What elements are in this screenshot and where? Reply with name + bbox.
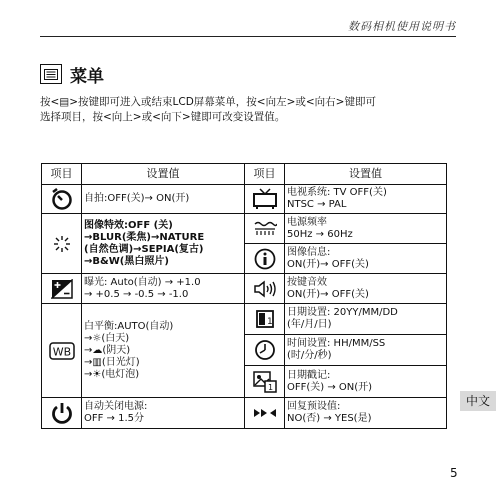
self-timer-icon <box>42 185 82 214</box>
menu-icon <box>40 64 62 84</box>
white-balance-icon <box>42 304 82 398</box>
white-balance-value: 白平衡:AUTO(自动) →☼(白天) →☁(阴天) →▥(日光灯) →☀(电灯泡) <box>82 304 245 398</box>
reset-default-value: 回复预设值: NO(否) → YES(是) <box>285 398 447 429</box>
table-row <box>42 304 447 335</box>
table-row <box>42 214 447 244</box>
beep-sound-value: 按键音效 ON(开)→ OFF(关) <box>285 274 447 304</box>
image-effect-value: 图像特效:OFF (关) →BLUR(柔焦)→NATURE (自然色调)→SEPIA(复古) →B&W(黑白照片) <box>82 214 245 274</box>
tv-system-icon <box>245 185 285 214</box>
page-header: 数码相机使用说明书 <box>348 20 456 33</box>
svg-text:WB: WB <box>52 345 71 358</box>
reset-icon <box>245 398 285 429</box>
table-row <box>42 274 447 304</box>
info-icon <box>245 244 285 274</box>
intro-line-2: 选择项目，按<向上>或<向下>键即可改变设置值。 <box>40 111 286 123</box>
svg-text:1: 1 <box>267 382 273 392</box>
table-row <box>42 185 447 214</box>
tv-system-value: 电视系统: TV OFF(关) NTSC → PAL <box>285 185 447 214</box>
settings-table <box>41 163 447 429</box>
svg-text:1: 1 <box>266 317 273 327</box>
self-timer-value: 自拍:OFF(关)→ ON(开) <box>82 185 245 214</box>
intro-line-1: 按<▤>按键即可进入或结束LCD屏幕菜单，按<向左>或<向右>键即可 <box>40 96 376 108</box>
exposure-value: 曝光: Auto(自动) → +1.0 → +0.5 → -0.5 → -1.0 <box>82 274 245 304</box>
intro-text <box>40 95 460 125</box>
power-off-icon <box>42 398 82 429</box>
header-divider <box>40 36 456 37</box>
time-setting-value: 时间设置: HH/MM/SS (时/分/秒) <box>285 335 447 366</box>
table-header-row <box>42 164 447 185</box>
language-tab: 中文 <box>460 391 496 411</box>
date-setting-icon <box>245 304 285 335</box>
beep-sound-icon <box>245 274 285 304</box>
section-title: 菜单 <box>70 67 104 87</box>
exposure-icon <box>42 274 82 304</box>
date-setting-value: 日期设置: 20YY/MM/DD (年/月/日) <box>285 304 447 335</box>
column-header-value: 设置值 <box>82 164 245 185</box>
power-frequency-icon <box>245 214 285 244</box>
page-number: 5 <box>450 466 458 480</box>
column-header-value: 设置值 <box>285 164 447 185</box>
power-frequency-value: 电源频率 50Hz → 60Hz <box>285 214 447 244</box>
column-header-item: 项目 <box>42 164 82 185</box>
table-row <box>42 398 447 429</box>
date-stamp-value: 日期戳记: OFF(关) → ON(开) <box>285 366 447 398</box>
column-header-item: 项目 <box>245 164 285 185</box>
date-stamp-icon <box>245 366 285 398</box>
time-setting-icon <box>245 335 285 366</box>
image-effect-icon <box>42 214 82 274</box>
auto-power-off-value: 自动关闭电源: OFF → 1.5分 <box>82 398 245 429</box>
image-info-value: 图像信息: ON(开)→ OFF(关) <box>285 244 447 274</box>
